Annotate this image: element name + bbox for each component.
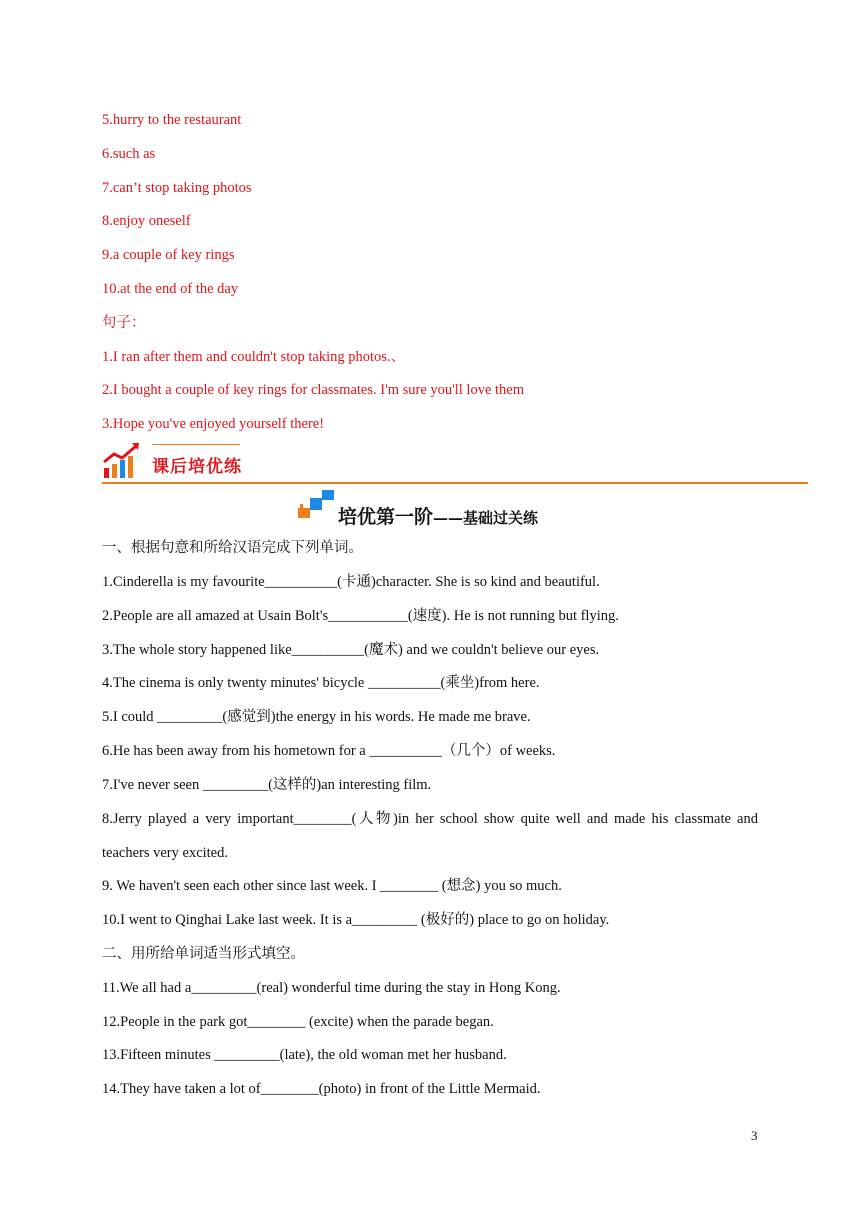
rising-chart-icon — [102, 440, 142, 480]
exercise-item: 8.Jerry played a very important________(人物)in her school show quite well and made his classmate and — [102, 811, 758, 827]
exercise-item: 10.I went to Qinghai Lake last week. It is a_________ (极好的) place to go on holiday. — [102, 912, 610, 928]
exercise-item: 2.People are all amazed at Usain Bolt's___________(速度). He is not running but flying. — [102, 608, 619, 624]
answer-phrase: 5.hurry to the restaurant — [102, 112, 242, 128]
exercise-item: 6.He has been away from his hometown for a __________（几个）of weeks. — [102, 743, 556, 759]
sentences-heading: 句子： — [102, 315, 146, 331]
sub-title — [338, 502, 538, 529]
sub-banner — [296, 488, 596, 528]
section-banner — [102, 440, 808, 486]
answer-sentence: 3.Hope you've enjoyed yourself there! — [102, 416, 325, 432]
answer-phrase: 8.enjoy oneself — [102, 213, 191, 229]
answer-phrase: 10.at the end of the day — [102, 281, 239, 297]
answer-phrase: 9.a couple of key rings — [102, 247, 235, 263]
exercise-item: 14.They have taken a lot of________(photo) in front of the Little Mermaid. — [102, 1081, 541, 1097]
answer-phrase: 6.such as — [102, 146, 156, 162]
exercise-item: 9. We haven't seen each other since last week. I ________ (想念) you so much. — [102, 878, 562, 894]
exercise-item: 12.People in the park got________ (excite) when the parade began. — [102, 1014, 494, 1030]
part2-heading: 二、用所给单词适当形式填空。 — [102, 946, 305, 962]
exercise-item: 3.The whole story happened like__________(魔术) and we couldn't believe our eyes. — [102, 642, 600, 658]
exercise-item: 5.I could _________(感觉到)the energy in his words. He made me brave. — [102, 709, 531, 725]
stair-blocks-icon — [296, 488, 336, 522]
answer-sentence: 1.I ran after them and couldn't stop taking photos.、 — [102, 349, 406, 365]
sub-title-dash: —— — [433, 509, 464, 527]
exercise-item-continued: teachers very excited. — [102, 845, 228, 861]
answer-sentence: 2.I bought a couple of key rings for classmates. I'm sure you'll love them — [102, 382, 525, 398]
sub-title-rest: 基础过关练 — [463, 509, 539, 527]
exercise-item: 4.The cinema is only twenty minutes' bicycle __________(乘坐)from here. — [102, 675, 540, 691]
section-divider — [102, 482, 808, 484]
part1-heading: 一、根据句意和所给汉语完成下列单词。 — [102, 540, 363, 556]
exercise-item: 13.Fifteen minutes _________(late), the old woman met her husband. — [102, 1047, 507, 1063]
exercise-item: 7.I've never seen _________(这样的)an interesting film. — [102, 777, 432, 793]
exercise-item: 1.Cinderella is my favourite__________(卡通)character. She is so kind and beautiful. — [102, 574, 600, 590]
page-number: 3 — [751, 1128, 758, 1143]
answer-phrase: 7.can’t stop taking photos — [102, 180, 252, 196]
banner-top-line — [152, 444, 240, 445]
section-title: 课后培优练 — [152, 457, 242, 477]
sub-title-main: 培优第一阶 — [338, 506, 434, 528]
exercise-item: 11.We all had a_________(real) wonderful time during the stay in Hong Kong. — [102, 980, 561, 996]
